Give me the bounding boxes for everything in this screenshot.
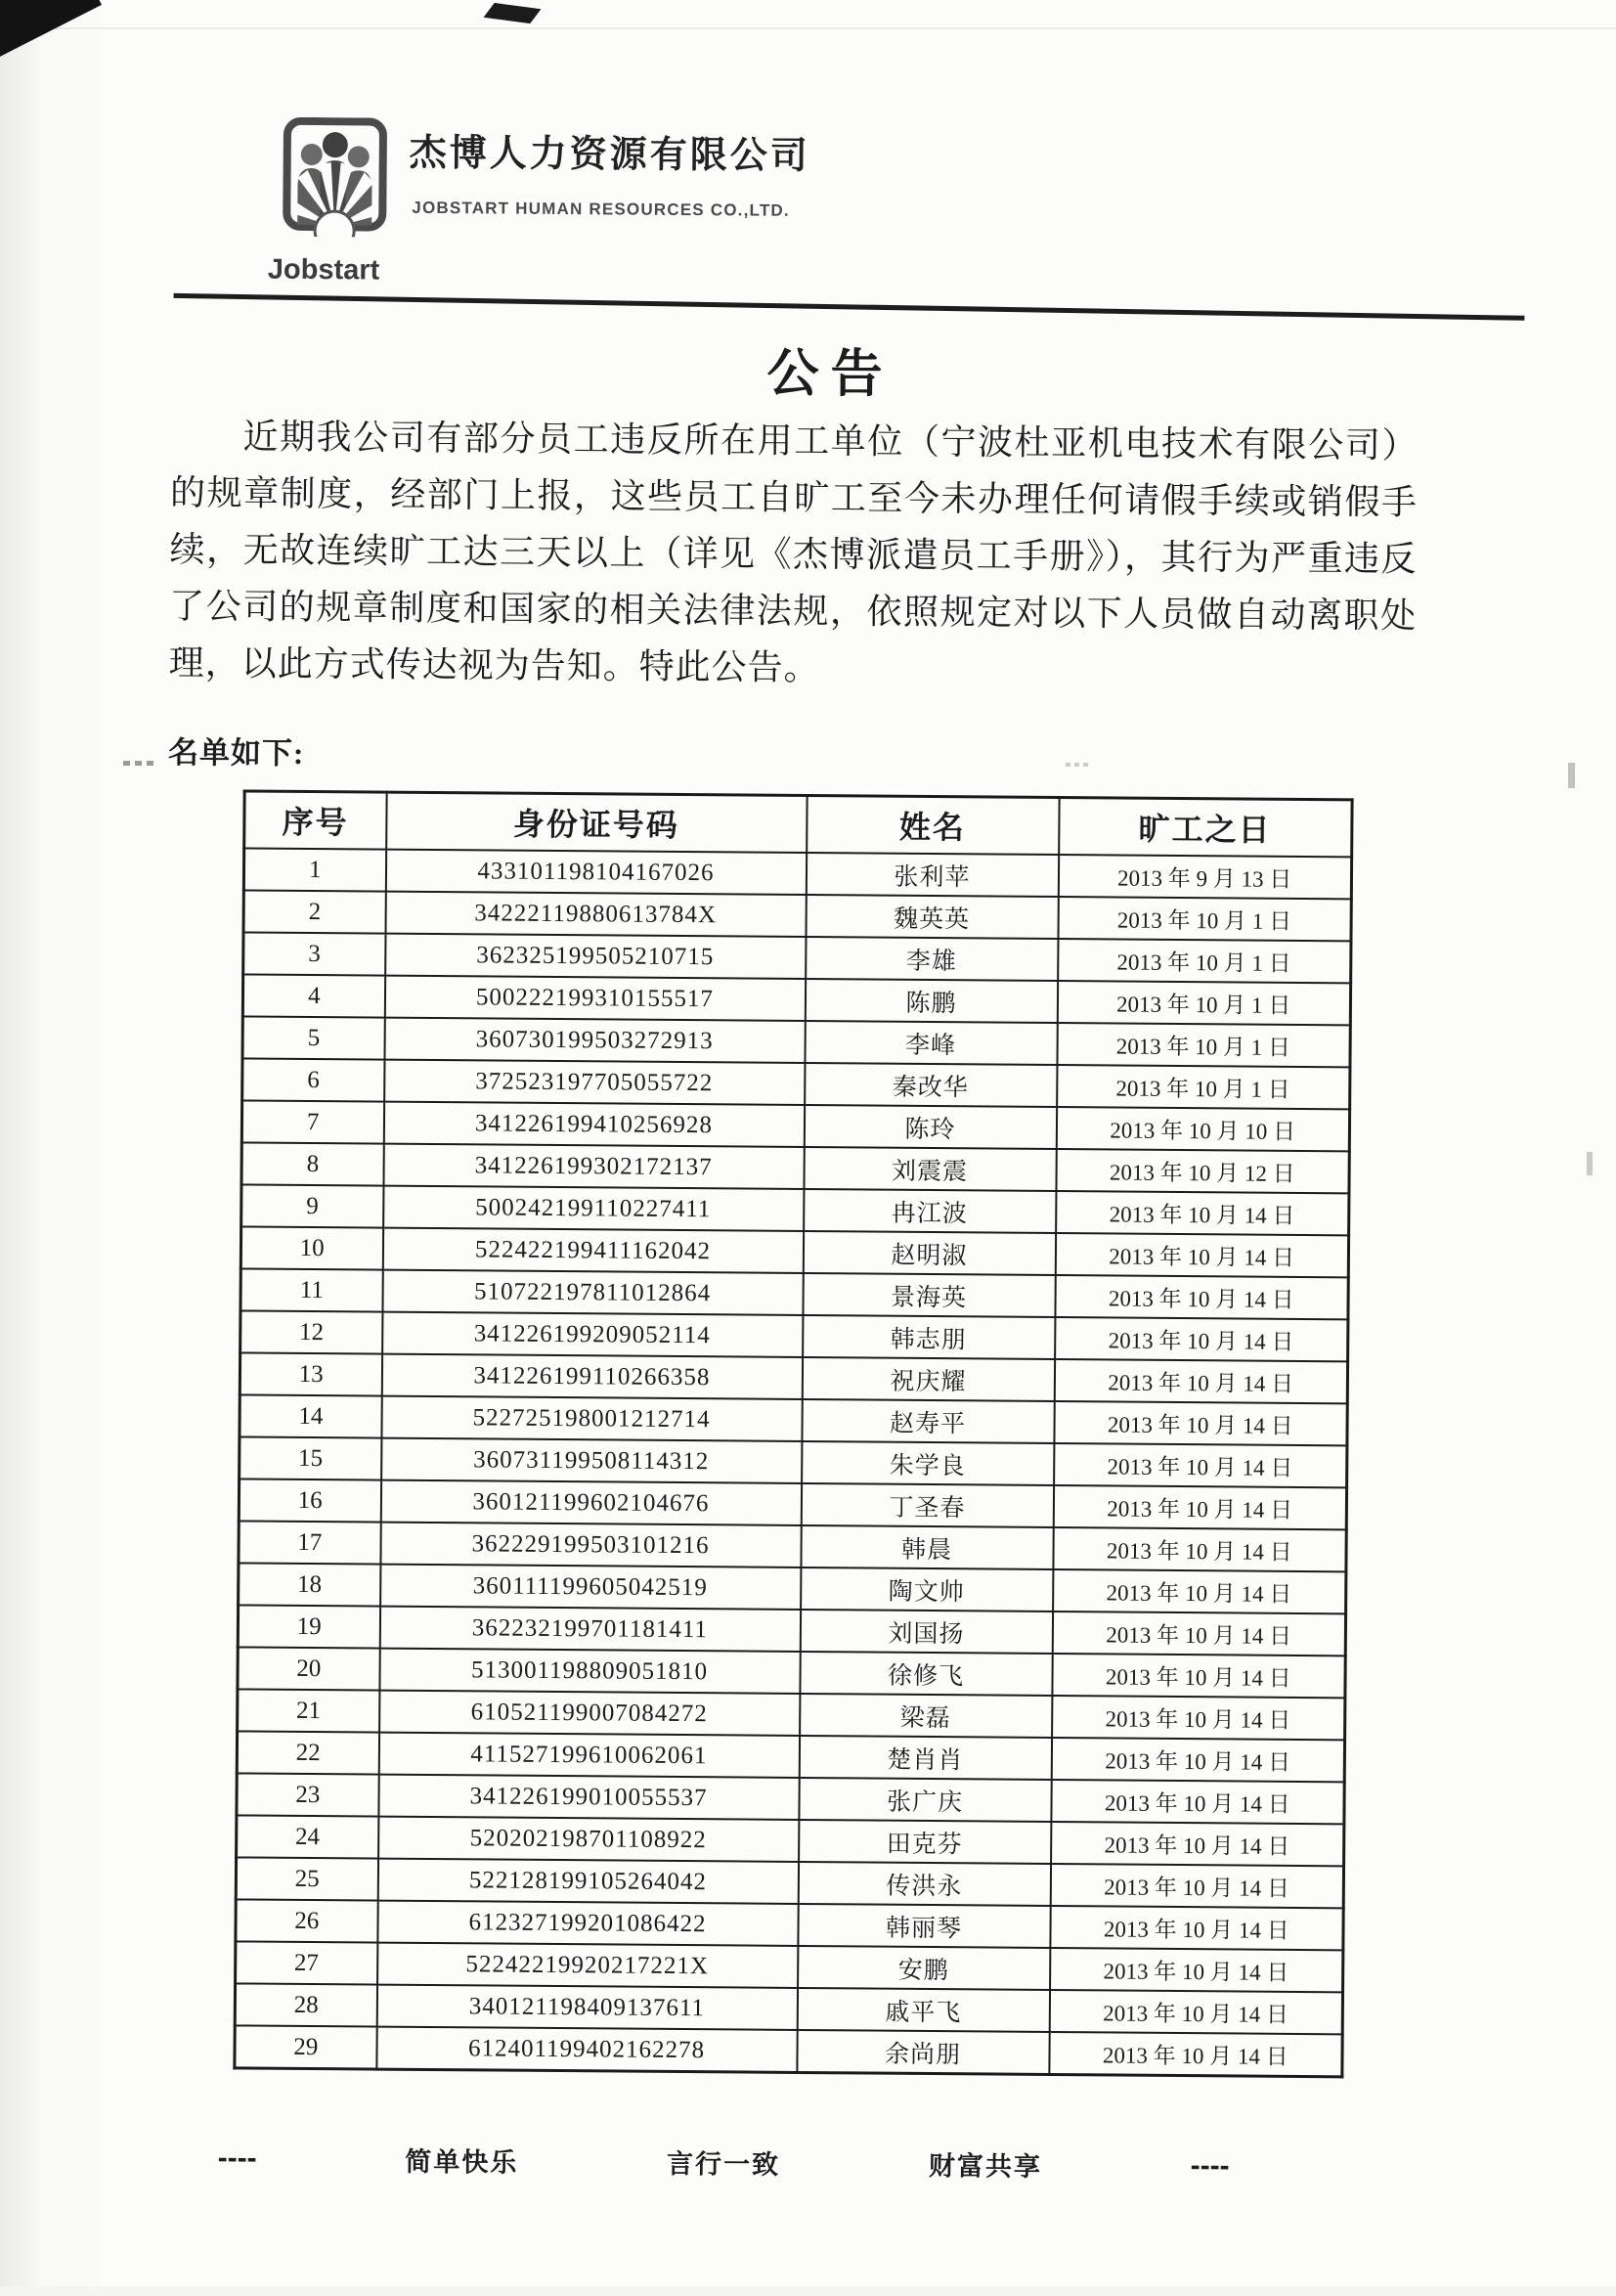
row-number-cell: 19: [238, 1605, 379, 1648]
absence-date-cell: 2013 年 10 月 14 日: [1052, 1654, 1345, 1698]
name-cell: 田克芬: [799, 1820, 1051, 1864]
row-number-cell: 29: [235, 2025, 376, 2069]
name-cell: 陶文帅: [801, 1567, 1053, 1612]
name-cell: 景海英: [803, 1273, 1055, 1317]
footer-slogan-1: 简单快乐: [405, 2146, 519, 2178]
logo-wordmark: Jobstart: [267, 253, 380, 287]
page-title: 公告: [766, 345, 895, 404]
absence-date-cell: 2013 年 10 月 14 日: [1053, 1569, 1346, 1613]
row-number-cell: 13: [240, 1352, 381, 1395]
row-number-cell: 4: [242, 974, 384, 1017]
footer-slogan-2: 言行一致: [667, 2148, 781, 2180]
name-cell: 余尚朋: [797, 2030, 1049, 2075]
name-cell: 魏英英: [806, 895, 1058, 939]
name-cell: 丁圣春: [801, 1483, 1053, 1527]
name-cell: 朱学良: [802, 1441, 1054, 1485]
id-number-cell: 52242219920217221X: [377, 1943, 798, 1988]
row-number-cell: 2: [243, 890, 385, 933]
absence-date-cell: 2013 年 9 月 13 日: [1058, 855, 1351, 899]
id-number-cell: 362229199503101216: [380, 1523, 801, 1567]
row-number-cell: 14: [240, 1394, 381, 1437]
absence-date-cell: 2013 年 10 月 14 日: [1052, 1696, 1345, 1740]
company-logo: [267, 115, 415, 287]
name-cell: 传洪永: [798, 1862, 1050, 1906]
name-cell: 韩晨: [801, 1525, 1053, 1569]
absence-date-cell: 2013 年 10 月 14 日: [1049, 2032, 1342, 2077]
row-number-cell: 20: [238, 1647, 379, 1690]
absence-date-cell: 2013 年 10 月 14 日: [1053, 1485, 1346, 1529]
row-number-cell: 16: [239, 1479, 380, 1522]
jobstart-logo-icon: [282, 117, 390, 238]
footer-slogan-3: 财富共享: [928, 2151, 1043, 2182]
absence-date-cell: 2013 年 10 月 1 日: [1057, 1065, 1350, 1109]
table-body: [235, 848, 1352, 2076]
table-header-cell: 序号: [244, 791, 386, 850]
row-number-cell: 8: [241, 1142, 383, 1185]
id-number-cell: 341226199302172137: [383, 1144, 804, 1189]
letterhead-rule: [174, 293, 1525, 321]
row-number-cell: 26: [236, 1899, 377, 1942]
absence-date-cell: 2013 年 10 月 14 日: [1050, 1948, 1343, 1992]
id-number-cell: 522422199411162042: [382, 1228, 803, 1273]
id-number-cell: 341226199110266358: [381, 1354, 802, 1399]
row-number-cell: 6: [242, 1058, 384, 1101]
id-number-cell: 360121199602104676: [380, 1480, 801, 1525]
id-number-cell: 340121198409137611: [376, 1985, 797, 2030]
name-cell: 张广庆: [799, 1778, 1051, 1822]
absence-date-cell: 2013 年 10 月 1 日: [1058, 897, 1351, 941]
absence-date-cell: 2013 年 10 月 14 日: [1051, 1822, 1344, 1866]
row-number-cell: 3: [243, 932, 385, 975]
row-number-cell: 11: [240, 1268, 382, 1311]
roster-table: [233, 789, 1353, 2078]
id-number-cell: 360731199508114312: [381, 1438, 802, 1483]
name-cell: 戚平飞: [797, 1988, 1049, 2032]
id-number-cell: 520202198701108922: [378, 1817, 799, 1862]
row-number-cell: 22: [237, 1731, 378, 1774]
name-cell: 张利苹: [806, 853, 1058, 897]
row-number-cell: 12: [240, 1310, 382, 1353]
absence-date-cell: 2013 年 10 月 12 日: [1056, 1149, 1349, 1193]
table-header-row: [244, 791, 1352, 857]
name-cell: 陈鹏: [805, 979, 1057, 1023]
absence-date-cell: 2013 年 10 月 14 日: [1051, 1738, 1344, 1782]
row-number-cell: 10: [240, 1226, 382, 1269]
id-number-cell: 500222199310155517: [384, 976, 805, 1021]
name-cell: 赵明淑: [803, 1231, 1055, 1275]
absence-date-cell: 2013 年 10 月 14 日: [1054, 1443, 1347, 1487]
row-number-cell: 21: [238, 1689, 379, 1732]
id-number-cell: 341226199010055537: [378, 1775, 799, 1820]
id-number-cell: 522128199105264042: [377, 1859, 798, 1904]
id-number-cell: 341226199410256928: [383, 1102, 804, 1147]
announcement-paragraph: 近期我公司有部分员工违反所在用工单位（宁波杜亚机电技术有限公司）的规章制度，经部门上报，这些员工自旷工至今未办理任何请假手续或销假手续，无故连续旷工达三天以上（详见《杰博派遣员工手册》），其行为严重违反了公司的规章制度和国家的相关法律法规，依照规定对以下人员做自动离职处理，以此方式传达视为告知。特此公告。: [168, 417, 1419, 688]
company-name-cn: 杰博人力资源有限公司: [409, 132, 810, 178]
name-cell: 徐修飞: [800, 1652, 1052, 1696]
footer: [218, 2139, 1230, 2185]
name-cell: 安鹏: [798, 1946, 1050, 1990]
name-cell: 李雄: [806, 937, 1058, 981]
id-number-cell: 372523197705055722: [384, 1060, 805, 1105]
id-number-cell: 362232199701181411: [379, 1607, 800, 1652]
row-number-cell: 28: [235, 1983, 376, 2026]
row-number-cell: 7: [241, 1100, 383, 1143]
absence-date-cell: 2013 年 10 月 14 日: [1055, 1233, 1348, 1277]
row-number-cell: 23: [237, 1773, 378, 1816]
table-header-cell: 旷工之日: [1059, 798, 1352, 858]
name-cell: 楚肖肖: [799, 1736, 1051, 1780]
absence-date-cell: 2013 年 10 月 14 日: [1052, 1612, 1345, 1656]
row-number-cell: 9: [241, 1184, 383, 1227]
absence-date-cell: 2013 年 10 月 14 日: [1054, 1401, 1347, 1445]
name-cell: 冉江波: [804, 1189, 1056, 1233]
row-number-cell: 25: [236, 1857, 377, 1900]
id-number-cell: 411527199610062061: [378, 1733, 799, 1778]
absence-date-cell: 2013 年 10 月 14 日: [1051, 1780, 1344, 1824]
id-number-cell: 610521199007084272: [379, 1691, 800, 1736]
id-number-cell: 612327199201086422: [377, 1901, 798, 1946]
row-number-cell: 24: [237, 1815, 378, 1858]
absence-date-cell: 2013 年 10 月 14 日: [1054, 1359, 1347, 1403]
id-number-cell: 500242199110227411: [383, 1186, 804, 1231]
row-number-cell: 1: [243, 848, 385, 891]
absence-date-cell: 2013 年 10 月 14 日: [1056, 1191, 1349, 1235]
absence-date-cell: 2013 年 10 月 1 日: [1058, 939, 1351, 983]
row-number-cell: 15: [240, 1436, 381, 1479]
row-number-cell: 17: [239, 1521, 380, 1564]
name-cell: 秦改华: [805, 1063, 1057, 1107]
row-number-cell: 27: [236, 1941, 377, 1984]
name-cell: 梁磊: [800, 1694, 1052, 1738]
name-cell: 祝庆耀: [802, 1357, 1054, 1401]
table-row: [235, 2025, 1342, 2076]
absence-date-cell: 2013 年 10 月 14 日: [1055, 1317, 1348, 1361]
row-number-cell: 18: [239, 1563, 380, 1606]
table-header-cell: 身份证号码: [386, 792, 807, 853]
table-header-cell: 姓名: [807, 795, 1059, 855]
name-cell: 刘震震: [804, 1147, 1056, 1191]
name-cell: 陈玲: [804, 1105, 1056, 1149]
list-label: 名单如下:: [167, 734, 305, 771]
name-cell: 李峰: [805, 1021, 1057, 1065]
id-number-cell: 510722197811012864: [382, 1270, 803, 1315]
id-number-cell: 522725198001212714: [381, 1396, 802, 1441]
name-cell: 韩志朋: [803, 1315, 1055, 1359]
absence-date-cell: 2013 年 10 月 14 日: [1053, 1527, 1346, 1571]
footer-dashes-right: ----: [1190, 2148, 1230, 2182]
id-number-cell: 34222119880613784X: [385, 892, 806, 937]
name-cell: 刘国扬: [800, 1610, 1052, 1654]
absence-date-cell: 2013 年 10 月 1 日: [1057, 1023, 1350, 1067]
id-number-cell: 513001198809051810: [379, 1649, 800, 1694]
id-number-cell: 341226199209052114: [382, 1312, 803, 1357]
name-cell: 赵寿平: [802, 1399, 1054, 1443]
row-number-cell: 5: [242, 1016, 384, 1059]
footer-dashes-left: ----: [217, 2141, 257, 2175]
id-number-cell: 362325199505210715: [385, 934, 806, 979]
absence-date-cell: 2013 年 10 月 1 日: [1057, 981, 1350, 1025]
id-number-cell: 612401199402162278: [376, 2027, 797, 2073]
name-cell: 韩丽琴: [798, 1904, 1050, 1948]
id-number-cell: 433101198104167026: [385, 850, 806, 895]
company-name-en: JOBSTART HUMAN RESOURCES CO.,LTD.: [412, 198, 790, 220]
absence-date-cell: 2013 年 10 月 14 日: [1055, 1275, 1348, 1319]
absence-date-cell: 2013 年 10 月 10 日: [1056, 1107, 1349, 1151]
absence-date-cell: 2013 年 10 月 14 日: [1049, 1990, 1342, 2034]
absence-date-cell: 2013 年 10 月 14 日: [1050, 1906, 1343, 1950]
absence-date-cell: 2013 年 10 月 14 日: [1050, 1864, 1343, 1908]
id-number-cell: 360730199503272913: [384, 1018, 805, 1063]
id-number-cell: 360111199605042519: [380, 1565, 801, 1610]
